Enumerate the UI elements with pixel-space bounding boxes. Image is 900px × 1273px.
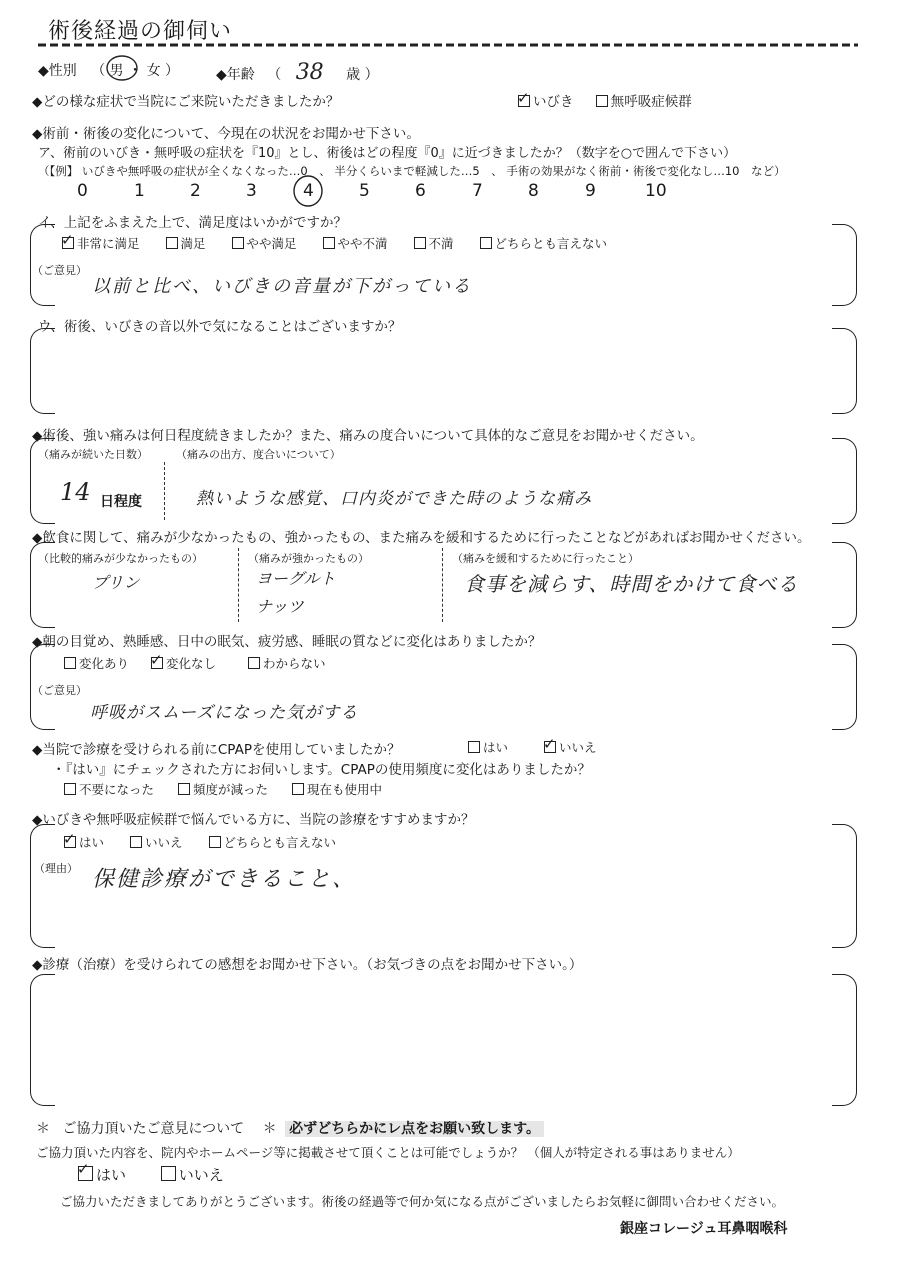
recommend-neutral-checkbox[interactable] bbox=[209, 836, 221, 848]
pain-detail-label: （痛みの出方、度合いについて） bbox=[176, 448, 341, 461]
scale-option-3[interactable]: 3 bbox=[246, 181, 257, 201]
pain-detail[interactable]: 熱いような感覚、口内炎ができた時のような痛み bbox=[196, 489, 592, 509]
apnea-checkbox[interactable] bbox=[596, 95, 608, 107]
age-value[interactable]: 38 bbox=[295, 60, 324, 85]
clinic-name: 銀座コレージュ耳鼻咽喉科 bbox=[620, 1221, 788, 1237]
scale-option-8[interactable]: 8 bbox=[528, 181, 539, 201]
title-dashed-rule bbox=[0, 40, 900, 50]
satisfaction-question: イ、上記をふまえた上で、満足度はいかがですか？ bbox=[38, 215, 348, 231]
sleep-unknown-checkbox[interactable] bbox=[248, 657, 260, 669]
cpap-sub-options bbox=[64, 780, 382, 798]
pain-days-unit: 日程度 bbox=[100, 494, 142, 510]
footer-star-1: ＊ bbox=[36, 1121, 50, 1137]
food-bracket-right bbox=[832, 542, 857, 628]
cpap-options bbox=[468, 738, 597, 756]
other-question: ウ、術後、いびきの音以外で気になることはございますか？ bbox=[38, 319, 402, 335]
recommend-no-label: いいえ bbox=[145, 835, 183, 850]
recommend-reason-label: （理由） bbox=[34, 862, 78, 875]
recommend-bracket-right bbox=[832, 824, 857, 948]
snoring-checkbox[interactable] bbox=[518, 95, 530, 107]
scale-row bbox=[0, 178, 900, 208]
neutral-checkbox[interactable] bbox=[480, 237, 492, 249]
food-divider-1 bbox=[238, 548, 239, 622]
gender-label: ◆性別 bbox=[38, 63, 77, 79]
scale-option-0[interactable]: 0 bbox=[77, 181, 88, 201]
sleep-opinion-label: （ご意見） bbox=[32, 684, 87, 697]
publish-no-label: いいえ bbox=[178, 1166, 224, 1184]
cpap-no-checkbox[interactable] bbox=[544, 741, 556, 753]
food-col2-label: （痛みが強かったもの） bbox=[248, 552, 369, 565]
footer-publish-options bbox=[78, 1164, 224, 1185]
somewhat-satisfied-label: やや満足 bbox=[246, 236, 297, 251]
gender-circle-mark bbox=[102, 52, 142, 84]
impression-bracket-left bbox=[30, 974, 55, 1106]
cpap-reduced-checkbox[interactable] bbox=[178, 783, 190, 795]
scale-option-7[interactable]: 7 bbox=[472, 181, 483, 201]
scale-option-10[interactable]: 10 bbox=[645, 181, 667, 201]
pain-bracket-right bbox=[832, 438, 857, 524]
sleep-changed-label: 変化あり bbox=[79, 656, 130, 671]
footer-publish-question: ご協力頂いた内容を、院内やホームページ等に掲載させて頂くことは可能でしょうか？ （個人が特定される事はありません） bbox=[36, 1145, 740, 1160]
change-question: ア、術前のいびき・無呼吸の症状を『10』とし、術後はどの程度『0』に近づきましたか？（数字を○で囲んで下さい） bbox=[38, 146, 737, 161]
food-col2-line1[interactable]: ヨーグルト bbox=[256, 569, 336, 588]
gender-options: （ 男 ・ 女 ） bbox=[91, 63, 180, 79]
cpap-still-using-checkbox[interactable] bbox=[292, 783, 304, 795]
scale-option-1[interactable]: 1 bbox=[134, 181, 145, 201]
somewhat-unsatisfied-checkbox[interactable] bbox=[323, 237, 335, 249]
sleep-opinion[interactable]: 呼吸がスムーズになった気がする bbox=[90, 703, 359, 723]
scale-option-4[interactable]: 4 bbox=[303, 181, 314, 201]
neutral-label: どちらとも言えない bbox=[494, 236, 608, 251]
recommend-reason[interactable]: 保健診療ができること、 bbox=[92, 867, 357, 892]
snoring-label: いびき bbox=[533, 94, 574, 110]
food-divider-2 bbox=[442, 548, 443, 622]
unsatisfied-label: 不満 bbox=[428, 236, 454, 251]
scale-option-9[interactable]: 9 bbox=[585, 181, 596, 201]
change-example: （【例】 いびきや無呼吸の症状が全くなくなった…0 、 半分くらいまで軽減した…5 、 手術の効果がなく術前・術後で変化なし…10 など） bbox=[38, 164, 786, 178]
satisfaction-opinion-label: （ご意見） bbox=[32, 264, 87, 277]
symptom-options bbox=[518, 90, 692, 110]
satisfaction-options bbox=[62, 234, 607, 252]
age-label: ◆年齢 bbox=[216, 67, 255, 83]
sleep-unknown-label: わからない bbox=[263, 656, 326, 671]
sleep-bracket-right bbox=[832, 644, 857, 730]
symptom-question: ◆どの様な症状で当院にご来院いただきましたか？ bbox=[32, 94, 340, 110]
publish-no-checkbox[interactable] bbox=[161, 1166, 176, 1181]
impression-bracket-right bbox=[832, 974, 857, 1106]
satisfaction-bracket-right bbox=[832, 224, 857, 306]
very-satisfied-checkbox[interactable] bbox=[62, 237, 74, 249]
satisfied-checkbox[interactable] bbox=[166, 237, 178, 249]
footer-must-check: 必ずどちらかにレ点をお願い致します。 bbox=[285, 1121, 544, 1137]
cpap-yes-checkbox[interactable] bbox=[468, 741, 480, 753]
other-bracket-right bbox=[832, 328, 857, 414]
recommend-yes-label: はい bbox=[79, 835, 105, 850]
sleep-changed-checkbox[interactable] bbox=[64, 657, 76, 669]
footer-cooperation: ご協力頂いたご意見について bbox=[62, 1121, 245, 1137]
recommend-neutral-label: どちらとも言えない bbox=[223, 835, 337, 850]
age-unit: 歳 ） bbox=[346, 67, 379, 83]
unsatisfied-checkbox[interactable] bbox=[414, 237, 426, 249]
satisfied-label: 満足 bbox=[180, 236, 206, 251]
cpap-sub-question: ・『はい』にチェックされた方にお伺いします。CPAPの使用頻度に変化はありましたか？ bbox=[52, 762, 591, 778]
footer-consent-header bbox=[36, 1118, 544, 1138]
footer-thanks: ご協力いただきましてありがとうございます。術後の経過等で何か気になる点がございましたらお気軽に御問い合わせください。 bbox=[60, 1194, 785, 1209]
cpap-unneeded-checkbox[interactable] bbox=[64, 783, 76, 795]
other-bracket-left bbox=[30, 328, 55, 414]
publish-yes-label: はい bbox=[96, 1166, 127, 1184]
recommend-options bbox=[64, 833, 336, 851]
page-title: 術後経過の御伺い bbox=[48, 19, 233, 44]
cpap-reduced-label: 頻度が減った bbox=[193, 782, 269, 797]
somewhat-unsatisfied-label: やや不満 bbox=[337, 236, 388, 251]
pain-question: ◆術後、強い痛みは何日程度続きましたか？また、痛みの度合いについて具体的なご意見をお聞かせください。 bbox=[32, 428, 704, 444]
pain-divider bbox=[164, 462, 165, 520]
food-col3-label: （痛みを緩和するために行ったこと） bbox=[452, 552, 639, 565]
somewhat-satisfied-checkbox[interactable] bbox=[232, 237, 244, 249]
satisfaction-opinion[interactable]: 以前と比べ、いびきの音量が下がっている bbox=[92, 276, 472, 297]
cpap-still-using-label: 現在も使用中 bbox=[307, 782, 383, 797]
recommend-no-checkbox[interactable] bbox=[130, 836, 142, 848]
cpap-question: ◆当院で診療を受けられる前にCPAPを使用していましたか？ bbox=[32, 742, 401, 758]
recommend-yes-checkbox[interactable] bbox=[64, 836, 76, 848]
impression-question: ◆診療（治療）を受けられての感想をお聞かせ下さい。（お気づきの点をお聞かせ下さい。） bbox=[32, 957, 583, 973]
scale-option-2[interactable]: 2 bbox=[190, 181, 201, 201]
age-open: （ bbox=[267, 67, 282, 83]
sleep-question: ◆朝の目覚め、熟睡感、日中の眠気、疲労感、睡眠の質などに変化はありましたか？ bbox=[32, 634, 542, 650]
pain-days-value[interactable]: 14 bbox=[60, 478, 91, 506]
very-satisfied-label: 非常に満足 bbox=[77, 236, 140, 251]
change-heading: ◆術前・術後の変化について、今現在の状況をお聞かせ下さい。 bbox=[32, 126, 420, 142]
pain-days-label: （痛みが続いた日数） bbox=[38, 448, 148, 461]
food-col1-label: （比較的痛みが少なかったもの） bbox=[38, 552, 203, 565]
apnea-label: 無呼吸症候群 bbox=[610, 94, 692, 110]
publish-yes-checkbox[interactable] bbox=[78, 1166, 93, 1181]
food-col1-value[interactable]: プリン bbox=[92, 573, 140, 592]
scale-selected-circle bbox=[291, 174, 325, 208]
cpap-no-label: いいえ bbox=[559, 740, 597, 755]
food-question: ◆飲食に関して、痛みが少なかったもの、強かったもの、また痛みを緩和するために行ったことなどがあればお聞かせください。 bbox=[32, 530, 811, 546]
recommend-question: ◆いびきや無呼吸症候群で悩んでいる方に、当院の診療をすすめますか？ bbox=[32, 812, 475, 828]
sleep-options bbox=[64, 654, 326, 672]
cpap-unneeded-label: 不要になった bbox=[79, 782, 155, 797]
cpap-yes-label: はい bbox=[483, 740, 509, 755]
sleep-unchanged-label: 変化なし bbox=[166, 656, 217, 671]
scale-option-6[interactable]: 6 bbox=[415, 181, 426, 201]
sleep-unchanged-checkbox[interactable] bbox=[151, 657, 163, 669]
scale-option-5[interactable]: 5 bbox=[359, 181, 370, 201]
food-col3-value[interactable]: 食事を減らす、時間をかけて食べる bbox=[464, 572, 799, 596]
age-row bbox=[216, 60, 379, 85]
food-col2-line2[interactable]: ナッツ bbox=[256, 597, 304, 616]
recommend-bracket-left bbox=[30, 824, 55, 948]
footer-star-2: ＊ bbox=[262, 1121, 277, 1137]
